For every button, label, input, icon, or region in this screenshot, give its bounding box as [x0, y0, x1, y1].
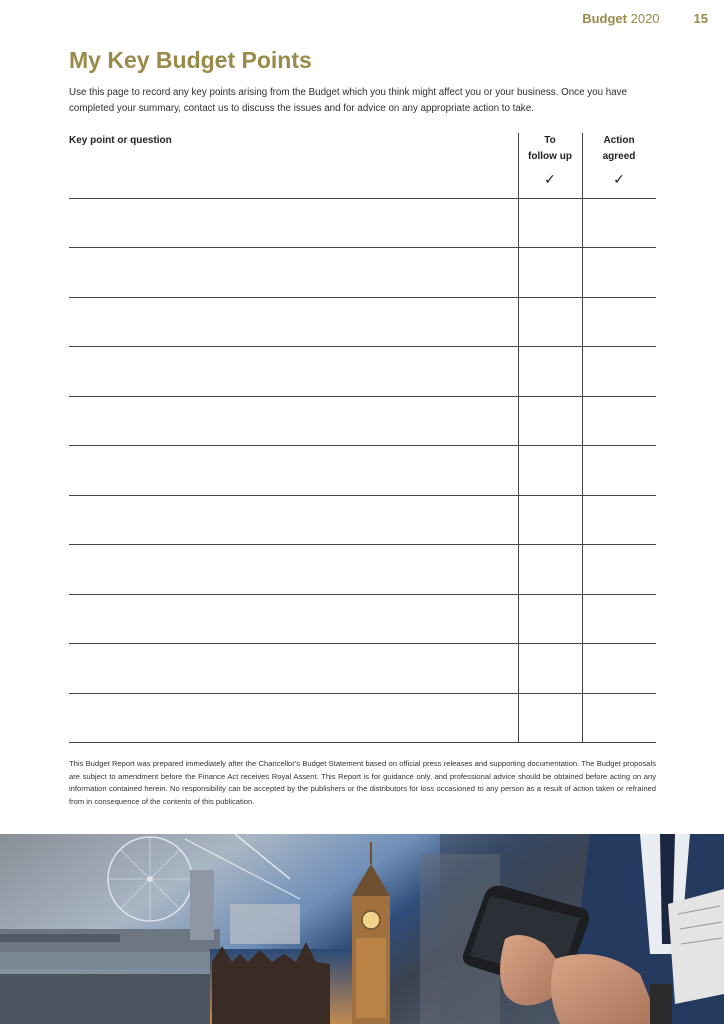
- follow-up-cell[interactable]: [519, 545, 582, 593]
- publication-title: Budget 2020: [582, 11, 660, 26]
- key-points-table: [69, 133, 656, 743]
- action-agreed-cell[interactable]: [583, 199, 656, 247]
- follow-up-cell[interactable]: [519, 347, 582, 395]
- column-header-to-follow-up: To follow up: [528, 135, 572, 162]
- key-point-cell[interactable]: [69, 347, 518, 395]
- page-title: My Key Budget Points: [69, 47, 312, 73]
- page-number: 15: [693, 11, 708, 26]
- column-header-action-agreed: Action agreed: [602, 135, 636, 162]
- action-agreed-cell[interactable]: [583, 248, 656, 296]
- key-point-cell[interactable]: [69, 644, 518, 692]
- follow-up-cell[interactable]: [519, 644, 582, 692]
- follow-up-cell[interactable]: [519, 496, 582, 544]
- key-point-cell[interactable]: [69, 248, 518, 296]
- checkmark-icon: ✓: [613, 171, 625, 187]
- disclaimer-text: This Budget Report was prepared immediately after the Chancellor's Budget Statement based on official press releases and supporting documentation. The Budget proposals are subject to amendment before the Finance Act receives Royal Assent. This Report is for guidance only, and professional advice should be obtained before acting on any information contained herein. No responsibility can be accepted by the publishers or the distributors for loss occasioned to any person as a result of action taken or refrained from in consequence of the contents of this publication.: [69, 759, 656, 806]
- key-point-cell[interactable]: [69, 199, 518, 247]
- key-point-cell[interactable]: [69, 397, 518, 445]
- follow-up-cell[interactable]: [519, 397, 582, 445]
- key-point-cell[interactable]: [69, 496, 518, 544]
- checkmark-icon: ✓: [544, 171, 556, 187]
- action-agreed-cell[interactable]: [583, 595, 656, 643]
- key-point-cell[interactable]: [69, 694, 518, 742]
- key-point-cell[interactable]: [69, 545, 518, 593]
- follow-up-cell[interactable]: [519, 446, 582, 494]
- action-agreed-cell[interactable]: [583, 644, 656, 692]
- column-header-key-point: Key point or question: [69, 135, 172, 146]
- action-agreed-cell[interactable]: [583, 347, 656, 395]
- action-agreed-cell[interactable]: [583, 298, 656, 346]
- action-agreed-cell[interactable]: [583, 397, 656, 445]
- action-agreed-cell[interactable]: [583, 545, 656, 593]
- table-row-line: [69, 742, 656, 743]
- follow-up-cell[interactable]: [519, 694, 582, 742]
- intro-text: Use this page to record any key points arising from the Budget which you think might affect you or your business. Once you have completed your summary, contact us to discuss the issues and for advice on any appropriate action to take.: [69, 87, 627, 114]
- follow-up-cell[interactable]: [519, 298, 582, 346]
- key-point-cell[interactable]: [69, 446, 518, 494]
- london-skyline-photo: [0, 834, 724, 1024]
- follow-up-cell[interactable]: [519, 248, 582, 296]
- action-agreed-cell[interactable]: [583, 694, 656, 742]
- key-point-cell[interactable]: [69, 595, 518, 643]
- page-header: [582, 11, 708, 26]
- london-skyline-and-smartphone-photo-icon: [0, 834, 724, 1024]
- follow-up-cell[interactable]: [519, 595, 582, 643]
- follow-up-cell[interactable]: [519, 199, 582, 247]
- action-agreed-cell[interactable]: [583, 496, 656, 544]
- action-agreed-cell[interactable]: [583, 446, 656, 494]
- key-point-cell[interactable]: [69, 298, 518, 346]
